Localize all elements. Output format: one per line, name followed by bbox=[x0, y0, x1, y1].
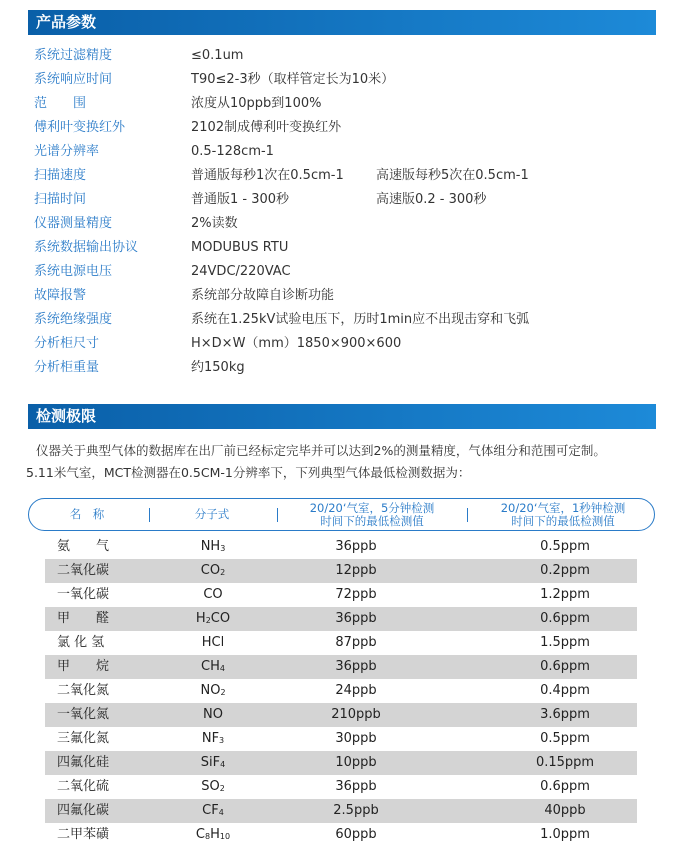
param-row bbox=[34, 260, 654, 284]
limit-1s: 0.5ppm bbox=[540, 731, 590, 746]
gas-name: 甲 醛 bbox=[57, 611, 110, 626]
param-label: 扫描速度 bbox=[34, 168, 87, 183]
gas-name: 四氟化硅 bbox=[57, 755, 110, 770]
param-row bbox=[34, 188, 654, 212]
table-row bbox=[45, 727, 637, 751]
limit-5min: 36ppb bbox=[335, 779, 377, 794]
param-value: 系统在1.25kV试验电压下，历时1min应不出现击穿和飞弧 bbox=[191, 312, 530, 327]
formula-text: C bbox=[195, 827, 205, 842]
param-row bbox=[34, 164, 654, 188]
header-5min-line1: 20/20‘气室，5分钟检测 bbox=[309, 500, 435, 515]
param-value: 2102制成傅利叶变换红外 bbox=[191, 120, 342, 135]
limit-5min: 12ppb bbox=[335, 563, 377, 578]
gas-name: 甲 烷 bbox=[57, 659, 110, 674]
formula-subscript: 4 bbox=[220, 760, 226, 769]
param-value: H×D×W（mm）1850×900×600 bbox=[191, 336, 402, 351]
formula-text: CO bbox=[203, 587, 223, 602]
limits-section-title: 检测极限 bbox=[28, 404, 656, 429]
param-label: 故障报警 bbox=[34, 288, 87, 303]
limit-5min: 72ppb bbox=[335, 587, 377, 602]
param-value: 系统部分故障自诊断功能 bbox=[191, 288, 335, 303]
param-label: 范 围 bbox=[34, 96, 87, 111]
gas-name: 三氟化氮 bbox=[57, 731, 110, 746]
param-value: 24VDC/220VAC bbox=[191, 264, 291, 279]
param-value: ≤0.1um bbox=[191, 48, 244, 63]
param-row bbox=[34, 236, 654, 260]
param-label: 光谱分辨率 bbox=[34, 144, 100, 159]
limit-5min: 36ppb bbox=[335, 539, 377, 554]
param-label: 仪器测量精度 bbox=[34, 216, 113, 231]
formula-subscript: 10 bbox=[219, 832, 231, 841]
param-value: 普通版1 - 300秒 bbox=[191, 192, 290, 207]
gas-name: 氨 气 bbox=[57, 539, 110, 554]
param-value: 2%读数 bbox=[191, 216, 238, 231]
header-5min-limit bbox=[283, 499, 461, 530]
gas-formula bbox=[143, 559, 283, 583]
limit-1s: 1.5ppm bbox=[540, 635, 590, 650]
formula-subscript: 2 bbox=[220, 568, 226, 577]
param-label: 傅利叶变换红外 bbox=[34, 120, 126, 135]
gas-name: 二氧化氮 bbox=[57, 683, 110, 698]
formula-subscript: 2 bbox=[205, 616, 211, 625]
param-label: 系统数据输出协议 bbox=[34, 240, 139, 255]
header-1s-line1: 20/20‘气室，1秒钟检测 bbox=[500, 500, 626, 515]
gas-formula bbox=[143, 679, 283, 703]
table-header bbox=[28, 498, 655, 531]
formula-text: NO bbox=[200, 683, 221, 698]
param-row bbox=[34, 356, 654, 380]
gas-formula bbox=[143, 751, 283, 775]
param-row bbox=[34, 68, 654, 92]
formula-subscript: 2 bbox=[219, 784, 225, 793]
param-label: 系统电源电压 bbox=[34, 264, 113, 279]
gas-formula bbox=[143, 775, 283, 799]
limit-1s: 0.4ppm bbox=[540, 683, 590, 698]
gas-limits-table bbox=[45, 535, 637, 847]
gas-name: 一氧化碳 bbox=[57, 587, 110, 602]
limit-1s: 1.0ppm bbox=[540, 827, 590, 842]
param-label: 系统响应时间 bbox=[34, 72, 113, 87]
formula-text: CO bbox=[210, 611, 231, 626]
param-label: 系统过滤精度 bbox=[34, 48, 113, 63]
param-row bbox=[34, 212, 654, 236]
param-value-alt: 高速版0.2 - 300秒 bbox=[376, 192, 487, 207]
params-section-title: 产品参数 bbox=[28, 10, 656, 35]
limit-1s: 3.6ppm bbox=[540, 707, 590, 722]
formula-text: NF bbox=[201, 731, 220, 746]
gas-name: 二氧化硫 bbox=[57, 779, 110, 794]
limit-5min: 36ppb bbox=[335, 611, 377, 626]
table-row bbox=[45, 799, 637, 823]
limit-5min: 36ppb bbox=[335, 659, 377, 674]
limits-intro-line1: 仪器关于典型气体的数据库在出厂前已经标定完毕并可以达到2%的测量精度，气体组分和范围可定制。 bbox=[36, 443, 606, 458]
header-divider bbox=[149, 508, 150, 522]
param-label: 分析柜重量 bbox=[34, 360, 100, 375]
param-row bbox=[34, 284, 654, 308]
formula-text: NH bbox=[200, 539, 221, 554]
param-value: 浓度从10ppb到100% bbox=[191, 96, 322, 111]
gas-formula bbox=[143, 631, 283, 655]
params-list bbox=[34, 44, 654, 380]
formula-subscript: 3 bbox=[220, 544, 226, 553]
header-divider bbox=[467, 508, 468, 522]
gas-formula bbox=[143, 727, 283, 751]
param-value: T90≤2-3秒（取样管定长为10米） bbox=[191, 72, 395, 87]
param-label: 扫描时间 bbox=[34, 192, 87, 207]
param-value: 普通版每秒1次在0.5cm-1 bbox=[191, 168, 344, 183]
header-formula: 分子式 bbox=[194, 507, 230, 521]
limit-5min: 10ppb bbox=[335, 755, 377, 770]
formula-text: H bbox=[210, 827, 220, 842]
table-row bbox=[45, 751, 637, 775]
header-1s-limit bbox=[473, 499, 653, 530]
formula-subscript: 2 bbox=[220, 688, 226, 697]
table-row bbox=[45, 559, 637, 583]
table-row bbox=[45, 775, 637, 799]
limits-intro-line2: 5.11米气室，MCT检测器在0.5CM-1分辨率下，下列典型气体最低检测数据为： bbox=[26, 465, 471, 480]
param-row bbox=[34, 332, 654, 356]
gas-name: 四氟化碳 bbox=[57, 803, 110, 818]
gas-name: 二氧化碳 bbox=[57, 563, 110, 578]
limit-5min: 24ppb bbox=[335, 683, 377, 698]
formula-text: NO bbox=[203, 707, 223, 722]
param-value: 0.5-128cm-1 bbox=[191, 144, 274, 159]
limit-5min: 30ppb bbox=[335, 731, 377, 746]
gas-formula bbox=[143, 823, 283, 847]
table-row bbox=[45, 535, 637, 559]
table-row bbox=[45, 631, 637, 655]
formula-text: CH bbox=[201, 659, 220, 674]
limit-1s: 40ppb bbox=[544, 803, 586, 818]
limit-1s: 1.2ppm bbox=[540, 587, 590, 602]
formula-text: HCl bbox=[201, 635, 225, 650]
limit-5min: 210ppb bbox=[331, 707, 381, 722]
gas-name: 氯 化 氢 bbox=[57, 635, 105, 650]
gas-formula bbox=[143, 583, 283, 607]
gas-name: 二甲苯磺 bbox=[57, 827, 110, 842]
param-label: 分析柜尺寸 bbox=[34, 336, 100, 351]
limit-5min: 2.5ppb bbox=[333, 803, 379, 818]
table-row bbox=[45, 607, 637, 631]
header-name: 名 称 bbox=[69, 507, 105, 521]
formula-subscript: 8 bbox=[205, 832, 211, 841]
table-row bbox=[45, 703, 637, 727]
param-label: 系统绝缘强度 bbox=[34, 312, 113, 327]
formula-text: CF bbox=[202, 803, 219, 818]
formula-text: H bbox=[195, 611, 206, 626]
limit-1s: 0.5ppm bbox=[540, 539, 590, 554]
gas-formula bbox=[143, 799, 283, 823]
table-row bbox=[45, 583, 637, 607]
formula-subscript: 4 bbox=[219, 664, 225, 673]
gas-formula bbox=[143, 655, 283, 679]
header-5min-line2: 时间下的最低检测值 bbox=[320, 513, 424, 528]
param-value: MODUBUS RTU bbox=[191, 240, 289, 255]
param-row bbox=[34, 44, 654, 68]
header-divider bbox=[277, 508, 278, 522]
limit-1s: 0.6ppm bbox=[540, 659, 590, 674]
gas-formula bbox=[143, 535, 283, 559]
table-row bbox=[45, 655, 637, 679]
formula-text: CO bbox=[200, 563, 221, 578]
gas-formula bbox=[143, 703, 283, 727]
param-value: 约150kg bbox=[191, 360, 245, 375]
param-row bbox=[34, 140, 654, 164]
limit-1s: 0.6ppm bbox=[540, 611, 590, 626]
gas-name: 一氧化氮 bbox=[57, 707, 110, 722]
param-row bbox=[34, 116, 654, 140]
gas-formula bbox=[143, 607, 283, 631]
formula-text: SO bbox=[201, 779, 220, 794]
formula-subscript: 3 bbox=[219, 736, 225, 745]
limit-1s: 0.2ppm bbox=[540, 563, 590, 578]
param-value-alt: 高速版每秒5次在0.5cm-1 bbox=[376, 168, 529, 183]
limit-1s: 0.15ppm bbox=[535, 755, 595, 770]
param-row bbox=[34, 92, 654, 116]
table-row bbox=[45, 679, 637, 703]
formula-subscript: 4 bbox=[218, 808, 224, 817]
formula-text: SiF bbox=[200, 755, 221, 770]
param-row bbox=[34, 308, 654, 332]
limit-1s: 0.6ppm bbox=[540, 779, 590, 794]
limit-5min: 87ppb bbox=[335, 635, 377, 650]
header-1s-line2: 时间下的最低检测值 bbox=[511, 513, 615, 528]
table-row bbox=[45, 823, 637, 847]
limit-5min: 60ppb bbox=[335, 827, 377, 842]
